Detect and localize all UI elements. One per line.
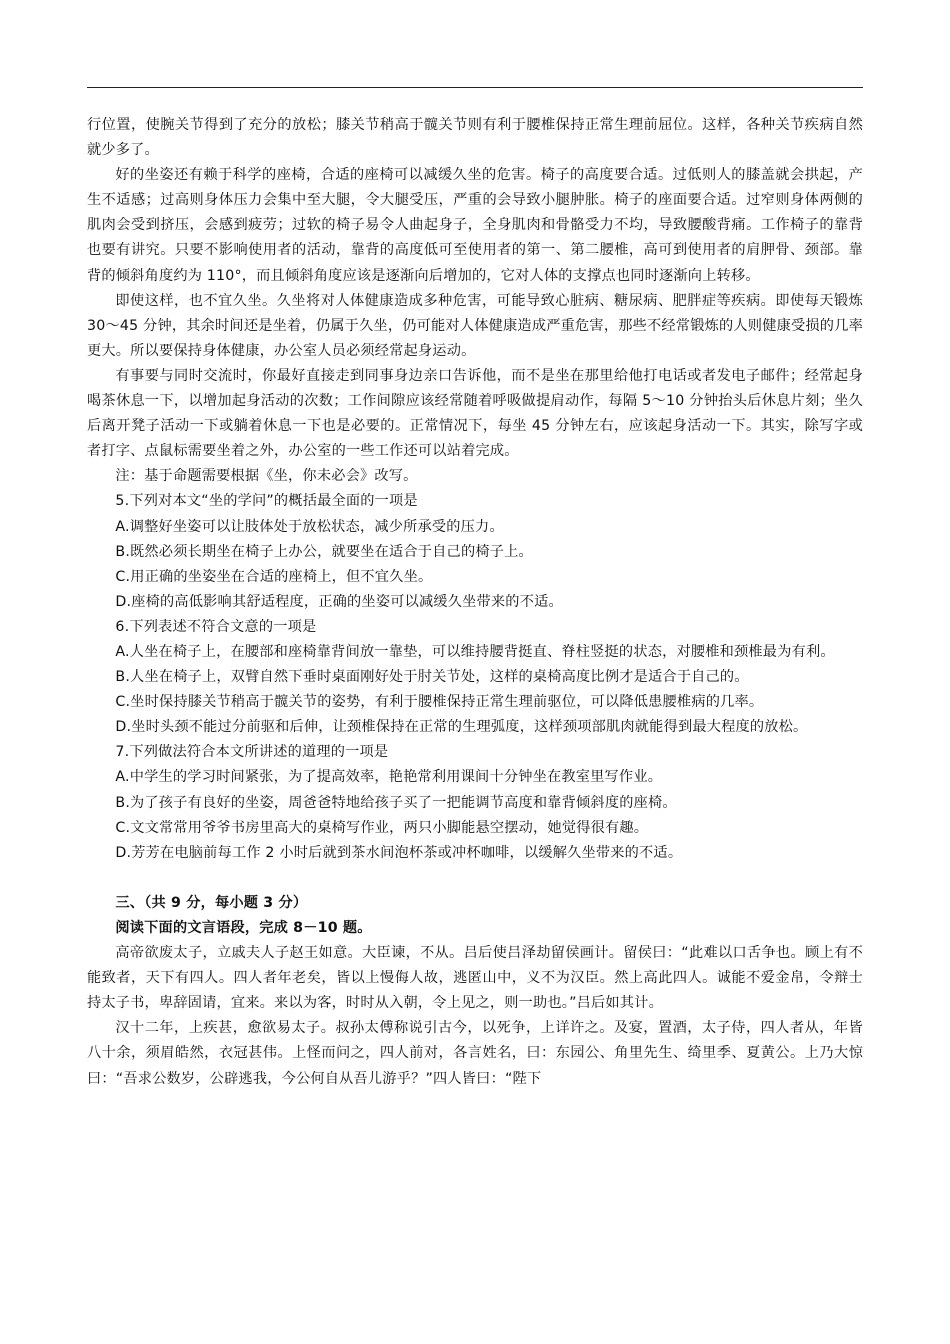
question-stem: 6.下列表述不符合文意的一项是 [115,618,317,635]
question-6 [87,615,863,740]
option-d: D.座椅的高低影响其舒适程度，正确的坐姿可以减缓久坐带来的不适。 [115,593,563,610]
paragraph-chair: 好的坐姿还有赖于科学的座椅，合适的座椅可以减缓久坐的危害。椅子的高度要合适。过低则人的膝盖就会拱起，产生不适感；过高则身体压力会集中至大腿，令大腿受压，严重的会导致小腿肿胀。椅子的座面要合适。过窄则身体两侧的肌肉会受到挤压，会感到疲劳；过软的椅子易令人曲起身子，全身肌肉和骨骼受力不均，导致腰酸背痛。工作椅子的靠背也要有讲究。只要不影响使用者的活动，靠背的高度低可至使用者的第一、第二腰椎，高可到使用者的肩胛骨、颈部。靠背的倾斜角度约为 110°，而且倾斜角度应该是逐渐向后增加的，它对人体的支撑点也同时逐渐向上转移。 [87,167,863,284]
spacer [87,866,863,891]
option-c: C.坐时保持膝关节稍高于髋关节的姿势，有利于腰椎保持正常生理前驱位，可以降低患腰椎病的几率。 [115,694,764,711]
paragraph-sitting-long: 即使这样，也不宜久坐。久坐将对人体健康造成多种危害，可能导致心脏病、糖尿病、肥胖症等疾病。即使每天锻炼 30～45 分钟，其余时间还是坐着，仍属于久坐，仍可能对人体健康造成严重危害，那些不经常锻炼的人则健康受损的几率更大。所以要保持身体健康，办公室人员必须经常起身运动。 [87,292,863,359]
option-a: A.调整好坐姿可以让肢体处于放松状态，减少所承受的压力。 [115,518,504,535]
question-stem: 7.下列做法符合本文所讲述的道理的一项是 [115,744,389,761]
option-b: B.既然必须长期坐在椅子上办公，就要坐在适合于自己的椅子上。 [115,543,533,560]
classical-paragraph-2: 汉十二年，上疾甚，愈欲易太子。叔孙太傅称说引古今，以死争，上详许之。及宴，置酒，太子侍，四人者从，年皆八十余，须眉皓然，衣冠甚伟。上怪而问之，四人前对，各言姓名，曰：东园公、角里先生、绮里季、夏黄公。上乃大惊曰：“吾求公数岁，公辟逃我，今公何自从吾儿游乎？”四人皆曰：“陛下 [87,1020,863,1087]
option-d: D.芳芳在电脑前每工作 2 小时后就到茶水间泡杯茶或冲杯咖啡，以缓解久坐带来的不适。 [115,844,683,861]
question-5 [87,489,863,614]
document-body [87,113,863,1092]
classical-paragraph-1: 高帝欲废太子，立戚夫人子赵王如意。大臣谏，不从。吕后使吕泽劫留侯画计。留侯曰：“此难以口舌争也。顾上有不能致者，天下有四人。四人者年老矣，皆以上慢侮人故，逃匿山中，义不为汉臣。然上高此四人。诚能不爱金帛，令辩士持太子书，卑辞固请，宜来。来以为客，时时从入朝，令上见之，则一助也。”吕后如其计。 [87,945,863,1012]
question-stem: 5.下列对本文“坐的学问”的概括最全面的一项是 [115,493,418,510]
source-note: 注：基于命题需要根据《坐，你未必会》改写。 [115,468,418,485]
paragraph-office-advice: 有事要与同时交流时，你最好直接走到同事身边亲口告诉他，而不是坐在那里给他打电话或者发电子邮件；经常起身喝茶休息一下，以增加起身活动的次数；工作间隙应该经常随着呼吸做提肩动作，每隔 5～10 分钟抬头后休息片刻；坐久后离开凳子活动一下或躺着休息一下也是必要的。正常情况下，每坐 45 分钟左右，应该起身活动一下。其实，除写字或者打字、点鼠标需要坐着之外，办公室的一些工作还可以站着完成。 [87,367,863,460]
option-a: A.中学生的学习时间紧张，为了提高效率，艳艳常利用课间十分钟坐在教室里写作业。 [115,769,663,786]
section-3 [87,891,863,1092]
option-c: C.文文常常用爷爷书房里高大的桌椅写作业，两只小脚能悬空摆动，她觉得很有趣。 [115,819,649,836]
option-d: D.坐时头颈不能过分前驱和后伸，让颈椎保持在正常的生理弧度，这样颈项部肌肉就能得到最大程度的放松。 [115,719,808,736]
header-rule [87,87,863,88]
option-b: B.人坐在椅子上，双臂自然下垂时桌面刚好处于肘关节处，这样的桌椅高度比例才是适合于自己的。 [115,669,749,686]
option-c: C.用正确的坐姿坐在合适的座椅上，但不宜久坐。 [115,568,433,585]
paragraph-continuation: 行位置，使腕关节得到了充分的放松；膝关节稍高于髋关节则有利于腰椎保持正常生理前屈位。这样，各种关节疾病自然就少多了。 [87,117,863,159]
option-b: B.为了孩子有良好的坐姿，周爸爸特地给孩子买了一把能调节高度和靠背倾斜度的座椅。 [115,794,677,811]
question-7 [87,740,863,865]
section-instruction: 阅读下面的文言语段，完成 8－10 题。 [115,920,372,936]
option-a: A.人坐在椅子上，在腰部和座椅靠背间放一靠垫，可以维持腰背挺直、脊柱竖挺的状态，对腰椎和颈椎最为有利。 [115,643,835,660]
section-heading: 三、（共 9 分，每小题 3 分） [115,894,308,911]
